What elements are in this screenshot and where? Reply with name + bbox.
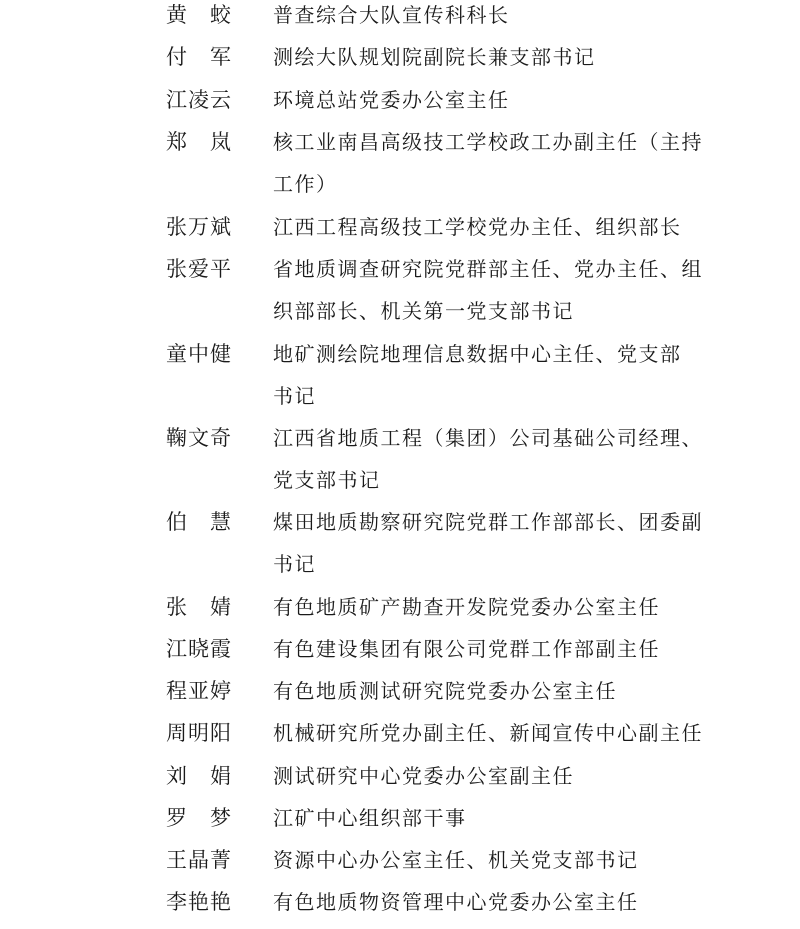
person-title (273, 0, 713, 42)
title-line: 织部部长、机关第一党支部书记 (273, 299, 574, 323)
person-title (273, 634, 713, 676)
person-title (273, 845, 713, 887)
person-title (273, 212, 713, 254)
title-line: 核工业南昌高级技工学校政工办副主任（主持 (273, 130, 703, 154)
title-line: 机械研究所党办副主任、新闻宣传中心副主任 (273, 721, 703, 745)
person-title (273, 339, 713, 423)
person-name: 张爱平 (166, 257, 232, 281)
person-name: 李艳艳 (166, 890, 232, 914)
title-line: 书记 (273, 552, 316, 576)
person-title (273, 761, 713, 803)
person-title (273, 507, 713, 591)
person-title (273, 887, 713, 929)
person-title (273, 127, 713, 211)
title-line: 有色地质物资管理中心党委办公室主任 (273, 890, 639, 914)
person-name: 江晓霞 (166, 637, 232, 661)
person-title (273, 423, 713, 507)
title-line: 江西工程高级技工学校党办主任、组织部长 (273, 215, 682, 239)
title-line: 省地质调查研究院党群部主任、党办主任、组 (273, 257, 703, 281)
person-name: 王晶菁 (166, 848, 232, 872)
title-line: 工作） (273, 172, 338, 196)
title-line: 测试研究中心党委办公室副主任 (273, 764, 574, 788)
title-line: 有色地质测试研究院党委办公室主任 (273, 679, 617, 703)
person-name: 张万斌 (166, 215, 232, 239)
person-title (273, 85, 713, 127)
title-line: 书记 (273, 384, 316, 408)
title-line: 党支部书记 (273, 468, 381, 492)
person-name: 童中健 (166, 342, 232, 366)
title-line: 煤田地质勘察研究院党群工作部部长、团委副 (273, 510, 703, 534)
person-name: 伯 慧 (166, 510, 232, 534)
person-name: 付 军 (166, 45, 232, 69)
person-name: 周明阳 (166, 721, 232, 745)
person-name: 程亚婷 (166, 679, 232, 703)
person-name: 刘 娟 (166, 764, 232, 788)
person-name: 黄 蛟 (166, 3, 232, 27)
title-line: 江西省地质工程（集团）公司基础公司经理、 (273, 426, 703, 450)
person-title (273, 42, 713, 84)
title-line: 有色地质矿产勘查开发院党委办公室主任 (273, 595, 660, 619)
title-line: 普查综合大队宣传科科长 (273, 3, 510, 27)
person-title (273, 254, 713, 338)
title-line: 江矿中心组织部干事 (273, 806, 467, 830)
person-title (273, 718, 713, 760)
person-name: 江凌云 (166, 88, 232, 112)
title-line: 环境总站党委办公室主任 (273, 88, 510, 112)
person-title (273, 803, 713, 845)
person-title (273, 676, 713, 718)
title-line: 地矿测绘院地理信息数据中心主任、党支部 (273, 342, 682, 366)
person-name: 张 婧 (166, 595, 232, 619)
person-name: 罗 梦 (166, 806, 232, 830)
title-line: 资源中心办公室主任、机关党支部书记 (273, 848, 639, 872)
person-name: 郑 岚 (166, 130, 232, 154)
person-title (273, 592, 713, 634)
person-name: 鞠文奇 (166, 426, 232, 450)
title-line: 有色建设集团有限公司党群工作部副主任 (273, 637, 660, 661)
title-line: 测绘大队规划院副院长兼支部书记 (273, 45, 596, 69)
